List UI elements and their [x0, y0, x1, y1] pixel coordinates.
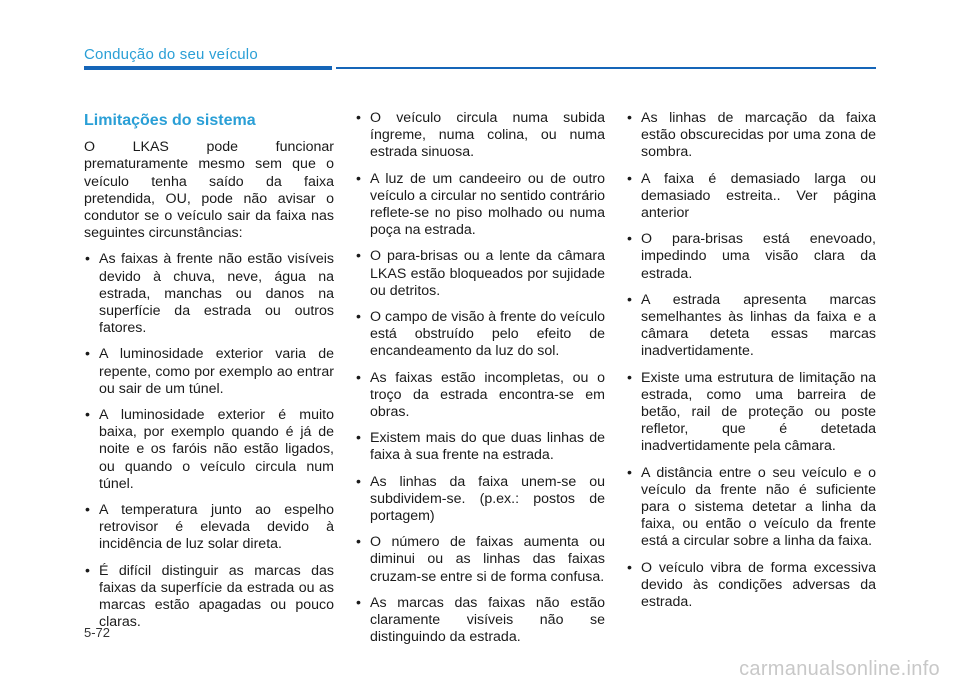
list-item: • A luminosidade exterior é muito baixa, por exemplo quando é já de noite e os faróis não estão ligados, ou quando o veículo circula num túnel.: [84, 407, 334, 493]
list-item: • A temperatura junto ao espelho retrovisor é elevada devido à incidência de luz solar direta.: [84, 502, 334, 554]
page-number: 5-72: [84, 625, 111, 640]
list-item: • O para-brisas ou a lente da câmara LKAS estão bloqueados por sujidade ou detritos.: [355, 248, 605, 300]
list-item: • O veículo circula numa subida íngreme, numa colina, ou numa estrada sinuosa.: [355, 110, 605, 162]
header-bar-accent: [84, 66, 332, 70]
list-item: • As faixas à frente não estão visíveis devido à chuva, neve, água na estrada, manchas ou danos na superfície da estrada ou outros fatores.: [84, 251, 334, 337]
list-item: • As linhas da faixa unem-se ou subdividem-se. (p.ex.: postos de portagem): [355, 474, 605, 526]
header-bar-line: [336, 67, 876, 69]
column-1: [84, 110, 334, 640]
list-item: • A faixa é demasiado larga ou demasiado estreita.. Ver página anterior: [626, 171, 876, 223]
chapter-title: Condução do seu veículo: [84, 46, 258, 63]
list-item: • A estrada apresenta marcas semelhantes às linhas da faixa e a câmara deteta essas marcas inadvertidamente.: [626, 292, 876, 361]
list-item: • O número de faixas aumenta ou diminui ou as linhas das faixas cruzam-se entre si de forma confusa.: [355, 534, 605, 586]
list-item: • Existe uma estrutura de limitação na estrada, como uma barreira de betão, rail de proteção ou poste refletor, que é detetada inadvertidamente pela câmara.: [626, 370, 876, 456]
limitations-list-1: [84, 251, 334, 631]
list-item: • O para-brisas está enevoado, impedindo uma visão clara da estrada.: [626, 231, 876, 283]
section-title: Limitações do sistema: [84, 112, 256, 129]
limitations-list-2: [355, 110, 605, 646]
limitations-list-3: [626, 110, 876, 611]
list-item: • A distância entre o seu veículo e o veículo da frente não é suficiente para o sistema detetar a linha da faixa, ou então o veículo da frente está a circular sobre a linha da faixa.: [626, 465, 876, 551]
list-item: • Existem mais do que duas linhas de faixa à sua frente na estrada.: [355, 430, 605, 464]
column-3: [626, 110, 876, 620]
list-item: • A luz de um candeeiro ou de outro veículo a circular no sentido contrário reflete-se no piso molhado ou numa poça na estrada.: [355, 171, 605, 240]
list-item: • As linhas de marcação da faixa estão obscurecidas por uma zona de sombra.: [626, 110, 876, 162]
list-item: • É difícil distinguir as marcas das faixas da superfície da estrada ou as marcas estão apagadas ou pouco claras.: [84, 563, 334, 632]
list-item: • O campo de visão à frente do veículo está obstruído pelo efeito de encandeamento da luz do sol.: [355, 309, 605, 361]
list-item: • As faixas estão incompletas, ou o troço da estrada encontra-se em obras.: [355, 370, 605, 422]
column-2: [355, 110, 605, 655]
watermark: carmanualsonline.info: [739, 658, 940, 680]
list-item: • As marcas das faixas não estão claramente visíveis não se distinguindo da estrada.: [355, 595, 605, 647]
list-item: • O veículo vibra de forma excessiva devido às condições adversas da estrada.: [626, 560, 876, 612]
list-item: • A luminosidade exterior varia de repente, como por exemplo ao entrar ou sair de um túnel.: [84, 346, 334, 398]
intro-paragraph: O LKAS pode funcionar prematuramente mesmo sem que o veículo tenha saído da faixa pretendida, OU, pode não avisar o condutor se o veículo sair da faixa nas seguintes circunstâncias:: [84, 139, 334, 242]
